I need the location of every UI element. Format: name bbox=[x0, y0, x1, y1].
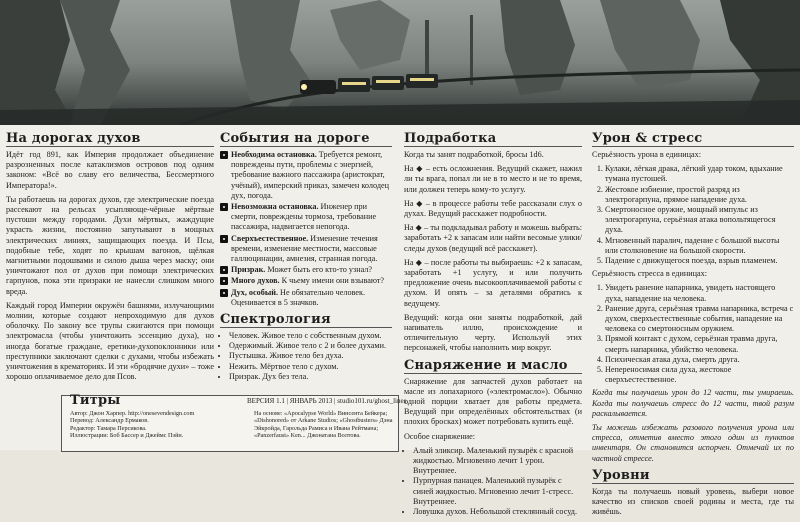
event-item: Невозможна остановка. Инженер при смерти, повреждены тормоза, требование пассажира, надвигается непогода. bbox=[220, 202, 392, 233]
die-five-icon bbox=[220, 277, 228, 285]
list-item: 3. Прямой контакт с духом, серьёзная травма друга, смерть напарника, убийство человека. bbox=[605, 334, 794, 354]
spectrology-list bbox=[220, 331, 392, 382]
credit-line: «Dishonored» от Arkane Studios; «Ghostbusters» Дэна bbox=[254, 417, 393, 425]
list-item: 4. Психическая атака духа, смерть друга. bbox=[605, 355, 794, 365]
list-item: 1. Увидеть ранение напарника, увидеть настоящего духа, нападение на человека. bbox=[605, 283, 794, 303]
side-jobs-roll: Когда ты занят подработкой, бросы 1d6. bbox=[404, 150, 544, 159]
header-illustration bbox=[0, 0, 800, 125]
harm-list bbox=[592, 164, 794, 266]
cities-paragraph: Каждый город Империи окружён башнями, излучающими молнии, которые создают непроходимую для духов оболочку. По закону все трупы сжигаются при помощи электромасла (чтобы уничтожить эссенцию духа), но иногда богатые граждане, еретики-духопоклонники или преступники заключают сделки с духами, чтобы избежать уничтожения в крематориях. И эти «бродячие духи» – тоже хорошо оплачиваемое дело для Псов. bbox=[6, 300, 214, 382]
credits-title: Титры bbox=[70, 393, 121, 408]
gm-note: Ведущий: когда они заняты подработкой, дай напиватель иллю, происхождение и отличительную черту. Используй этих персонажей, чтобы наполнить мир вокруг. bbox=[404, 312, 582, 353]
list-item: 5. Падение с движущегося поезда, взрыв пламенем. bbox=[605, 256, 794, 266]
event-item: Сверхъестественное. Изменение течения времени, изменение местности, массовые галлюцинации, амнезия, странная погода. bbox=[220, 234, 392, 265]
stress-label: Серьёзность стресса в единицах: bbox=[592, 269, 707, 279]
die-six-icon bbox=[220, 289, 228, 297]
list-item: • Человек. Живое тело с собственным духом. bbox=[229, 331, 392, 341]
section-title-spectrology: Спектрология bbox=[220, 312, 392, 328]
event-item: Дух, особый. Не обязательно человек. Оценивается в 5 значков. bbox=[220, 288, 392, 308]
die-four-icon bbox=[220, 266, 228, 274]
column-road-events bbox=[220, 127, 392, 382]
credits-left bbox=[70, 410, 252, 439]
column-on-spirit-roads bbox=[6, 127, 214, 386]
credit-line: Автор: Джон Харпер. http://onesevendesign.com bbox=[70, 410, 195, 417]
side-jobs-result-3: На ◆ – ты подкладывал работу и можешь выбрать: заработать +2 к запасам или найти весомые улики/следы духов (ведущий всё расскажет). bbox=[404, 223, 582, 253]
gear-special-label: Особое снаряжение: bbox=[404, 431, 476, 441]
credit-line: Перевод: Александр Ермаков. bbox=[70, 417, 149, 425]
list-item: • Призрак. Дух без тела. bbox=[229, 372, 392, 382]
list-item: • Ловушка духов. Небольшой стеклянный сосуд. bbox=[413, 507, 582, 517]
section-title-levels: Уровни bbox=[592, 468, 794, 484]
list-item: 5. Непереносимая сила духа, жестокое сверхъестественное. bbox=[605, 365, 794, 385]
gear-paragraph: Снаряжение для запчастей духов работает на масле из лопахарного («электромасло»). Обычно одной порции хватает для работы предмета. Ведущий при определённых обстоятельствах (и плохих бросках) может потребовать купить ещё. bbox=[404, 376, 582, 427]
gear-list bbox=[404, 446, 582, 517]
section-title-gear: Снаряжение и масло bbox=[404, 358, 582, 374]
event-item: Необходима остановка. Требуется ремонт, повреждены пути, проблемы с энергией, требование важного пассажира (аристократ, учёный), имперский приказ, замечен колодец дух, погода. bbox=[220, 150, 392, 201]
section-title-roads: На дорогах духов bbox=[6, 131, 214, 147]
list-item: 4. Мгновенный паралич, падение с большой высоты или столкновение на большой скорости. bbox=[605, 236, 794, 256]
column-side-jobs bbox=[404, 127, 582, 517]
stress-list bbox=[592, 283, 794, 385]
event-item: Призрак. Может быть его кто-то узнал? bbox=[220, 265, 392, 275]
inventory-note: Ты можешь избежать разового получения урона или стресса, отметив вместо этого один из пунктов инвентаря. Он становится испорчен. Отмечай их по частной стрессе. bbox=[592, 423, 794, 463]
roads-paragraph: Ты работаешь на дорогах духов, где электрические поезда рассекают на рельсах усыпляюще-чёрные мёртвые пустоши между городами. Духи мёртвых, жаждущие украсть жизни, постоянно запутывают в мощных электрических линиях, защищающих поезда. И Псы, подобные тебе, ходят по крышам вагонов, щёлкая магнитными подошвами и силою дыша через маску; они уничтожают пол от духов при помощи электрических гарпунов, пока эти призраки не нанесли слишком много вреда. bbox=[6, 194, 214, 296]
list-item: • Пустышка. Живое тело без духа. bbox=[229, 351, 392, 361]
credit-line: «Panzerfaust» Ken... Джонатана Волтова. bbox=[254, 431, 361, 439]
death-note: Когда ты получаешь урон до 12 части, ты умираешь. Когда ты получаешь стресс до 12 части, твой разум раскалывается. bbox=[592, 388, 794, 418]
credit-line: Эйкройда, Гарольда Рамиса и Ивана Рейтмана; bbox=[254, 424, 379, 432]
list-item: 2. Жестокое избиение, простой разряд из электрогарпуна, прямое нападение духа. bbox=[605, 185, 794, 205]
side-jobs-result-4: На ◆ – после работы ты выбираешь: +2 к запасам, заработать +1 услугу, и или получить предложение очень высокооплачиваемой работы с духом. И опять – за деталями обратись к ведущему. bbox=[404, 257, 582, 308]
intro-paragraph: Идёт год 891, как Империя продолжает объединение разрозненных после катаклизмов островов под одним законом: «Всё во славу его величества, Бессмертного Императора!». bbox=[6, 150, 214, 190]
credit-line: Иллюстрации: Боб Бассер и Джеймс Пэйн. bbox=[70, 431, 184, 439]
section-title-harm: Урон & стресс bbox=[592, 131, 794, 147]
side-jobs-result-2: На ◆ – в процессе работы тебе рассказали слух о духах. Ведущий расскажет подробности. bbox=[404, 198, 582, 219]
list-item: • Одержимый. Живое тело с 2 и более духами. bbox=[229, 341, 392, 351]
column-harm-stress bbox=[592, 127, 794, 522]
list-item: • Пурпурная панацея. Маленький пузырёк с синей жидкостью. Мгновенно лечит 1-стресс. Внутреннее. bbox=[413, 476, 582, 507]
list-item: • Алый эликсир. Маленький пузырёк с красной жидкостью. Мгновенно лечит 1 урон. Внутреннее. bbox=[413, 446, 582, 477]
die-two-icon bbox=[220, 203, 228, 211]
list-item: 3. Смертоносное оружие, мощный импульс из электрогарпуна, серьёзная атака вопольтящегося духа. bbox=[605, 205, 794, 236]
die-one-icon bbox=[220, 151, 228, 159]
harm-label: Серьёзность урона в единицах: bbox=[592, 150, 702, 159]
ghost-train-canyon-illustration bbox=[0, 0, 800, 125]
list-item: 1. Кулаки, лёгкая драка, лёгкий удар током, вдыхание тумана пустошей. bbox=[605, 164, 794, 184]
die-three-icon bbox=[220, 235, 228, 243]
event-item: Много духов. К чьему имени они взывают? bbox=[220, 276, 392, 286]
section-title-events: События на дороге bbox=[220, 131, 392, 147]
version-line: ВЕРСИЯ 1.1 | ЯНВАРЬ 2013 | studio101.ru/ghost_lines bbox=[247, 397, 407, 405]
list-item: • Нежить. Мёртвое тело с духом. bbox=[229, 362, 392, 372]
levels-paragraph: Когда ты получаешь новый уровень, выбери новое качество из списков своей родины и места, где ты живёшь. bbox=[592, 486, 794, 517]
credit-line: Редактор: Тамара Персикова. bbox=[70, 424, 147, 432]
side-jobs-result-1: На ◆ – есть осложнения. Ведущий скажет, нажил ли ты врага, попал ли не в то место и не то время, или должен теперь кому-то услугу. bbox=[404, 164, 582, 194]
list-item: 2. Ранение друга, серьёзная травма напарника, встреча с духом, сверхъестественные события, нападение на человека со смертоносным оружием. bbox=[605, 304, 794, 335]
credits-right bbox=[254, 410, 394, 439]
section-title-side-jobs: Подработка bbox=[404, 131, 582, 147]
credit-line: На основе: «Apocalypse World» Винсента Бейкера; bbox=[254, 410, 388, 417]
credits-box bbox=[61, 393, 407, 452]
